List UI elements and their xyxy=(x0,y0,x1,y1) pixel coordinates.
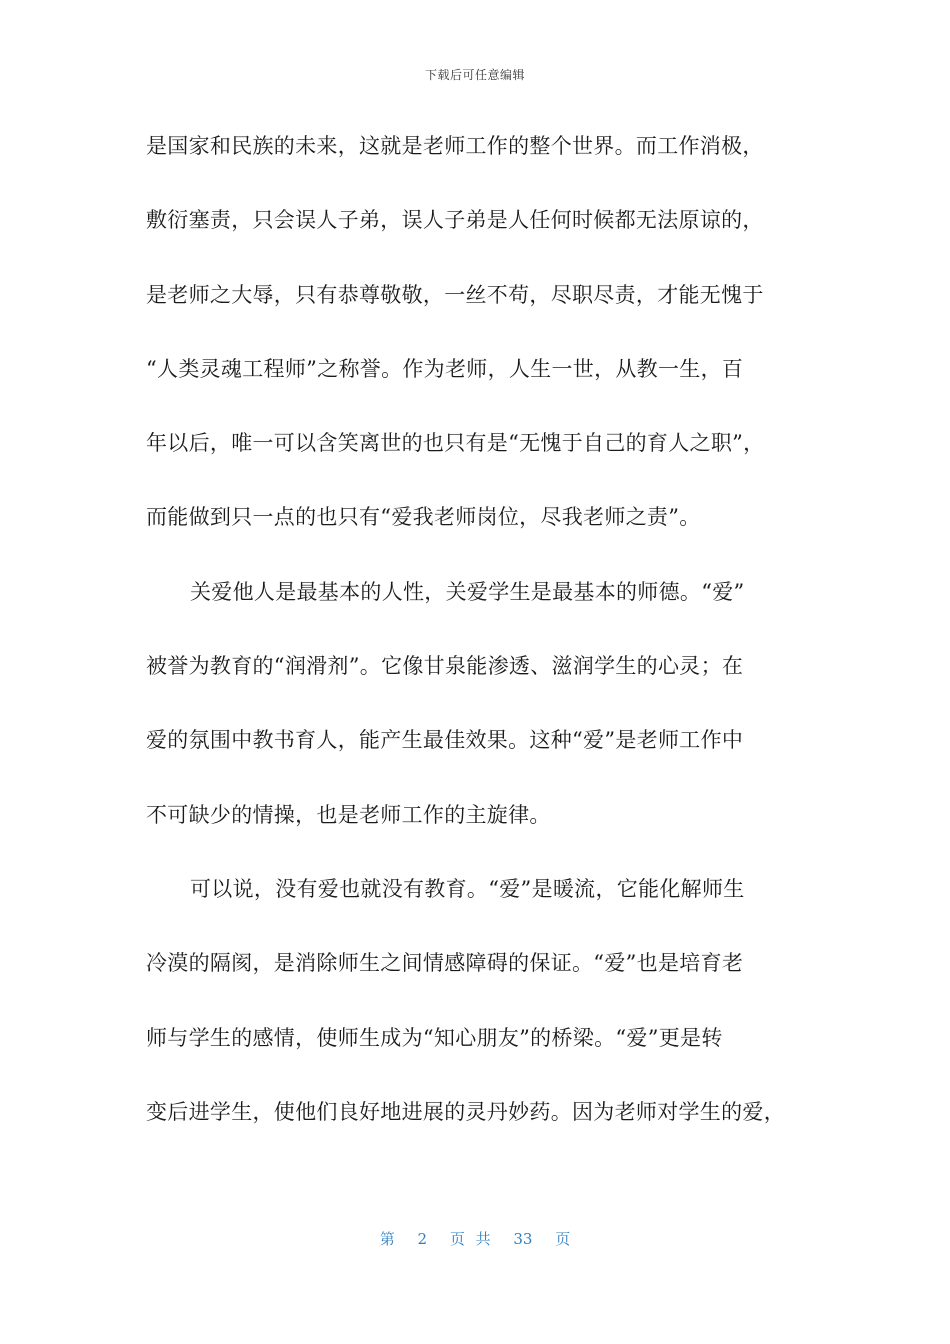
text-line: 爱的氛围中教书育人，能产生最佳效果。这种“爱”是老师工作中 xyxy=(146,728,744,753)
page-footer xyxy=(0,1228,950,1249)
text-line: 师与学生的感情，使师生成为“知心朋友”的桥梁。“爱”更是转 xyxy=(146,1025,723,1050)
text-line: 是国家和民族的未来，这就是老师工作的整个世界。而工作消极， xyxy=(146,134,764,158)
page-suffix: 页 xyxy=(555,1230,571,1248)
page-middle: 页 共 xyxy=(449,1230,491,1248)
text-line: 年以后，唯一可以含笑离世的也只有是“无愧于自己的育人之职”， xyxy=(146,431,765,456)
paragraph-start-line: 可以说，没有爱也就没有教育。“爱”是暖流，它能化解师生 xyxy=(190,876,745,901)
text-line: 而能做到只一点的也只有“爱我老师岗位，尽我老师之责”。 xyxy=(146,505,701,530)
page-prefix: 第 xyxy=(379,1230,395,1248)
text-line: 被誉为教育的“润滑剂”。它像甘泉能渗透、滋润学生的心灵；在 xyxy=(146,654,744,679)
text-line: 敷衍塞责，只会误人子弟，误人子弟是人任何时候都无法原谅的， xyxy=(146,208,764,233)
total-pages: 33 xyxy=(513,1230,533,1248)
paragraph-start-line: 关爱他人是最基本的人性，关爱学生是最基本的师德。“爱” xyxy=(190,579,745,604)
page-header: 下载后可任意编辑 xyxy=(424,68,525,82)
document-body xyxy=(146,130,826,1170)
text-line: 不可缺少的情操，也是老师工作的主旋律。 xyxy=(146,802,551,827)
text-line: “人类灵魂工程师”之称誉。作为老师，人生一世，从教一生，百 xyxy=(146,356,744,381)
text-line: 是老师之大辱，只有恭尊敬敬，一丝不苟，尽职尽责，才能无愧于 xyxy=(146,282,764,307)
text-line: 变后进学生，使他们良好地进展的灵丹妙药。因为老师对学生的爱， xyxy=(146,1099,785,1124)
page-number: 2 xyxy=(417,1230,428,1248)
text-line: 冷漠的隔阂，是消除师生之间情感障碍的保证。“爱”也是培育老 xyxy=(146,951,744,976)
